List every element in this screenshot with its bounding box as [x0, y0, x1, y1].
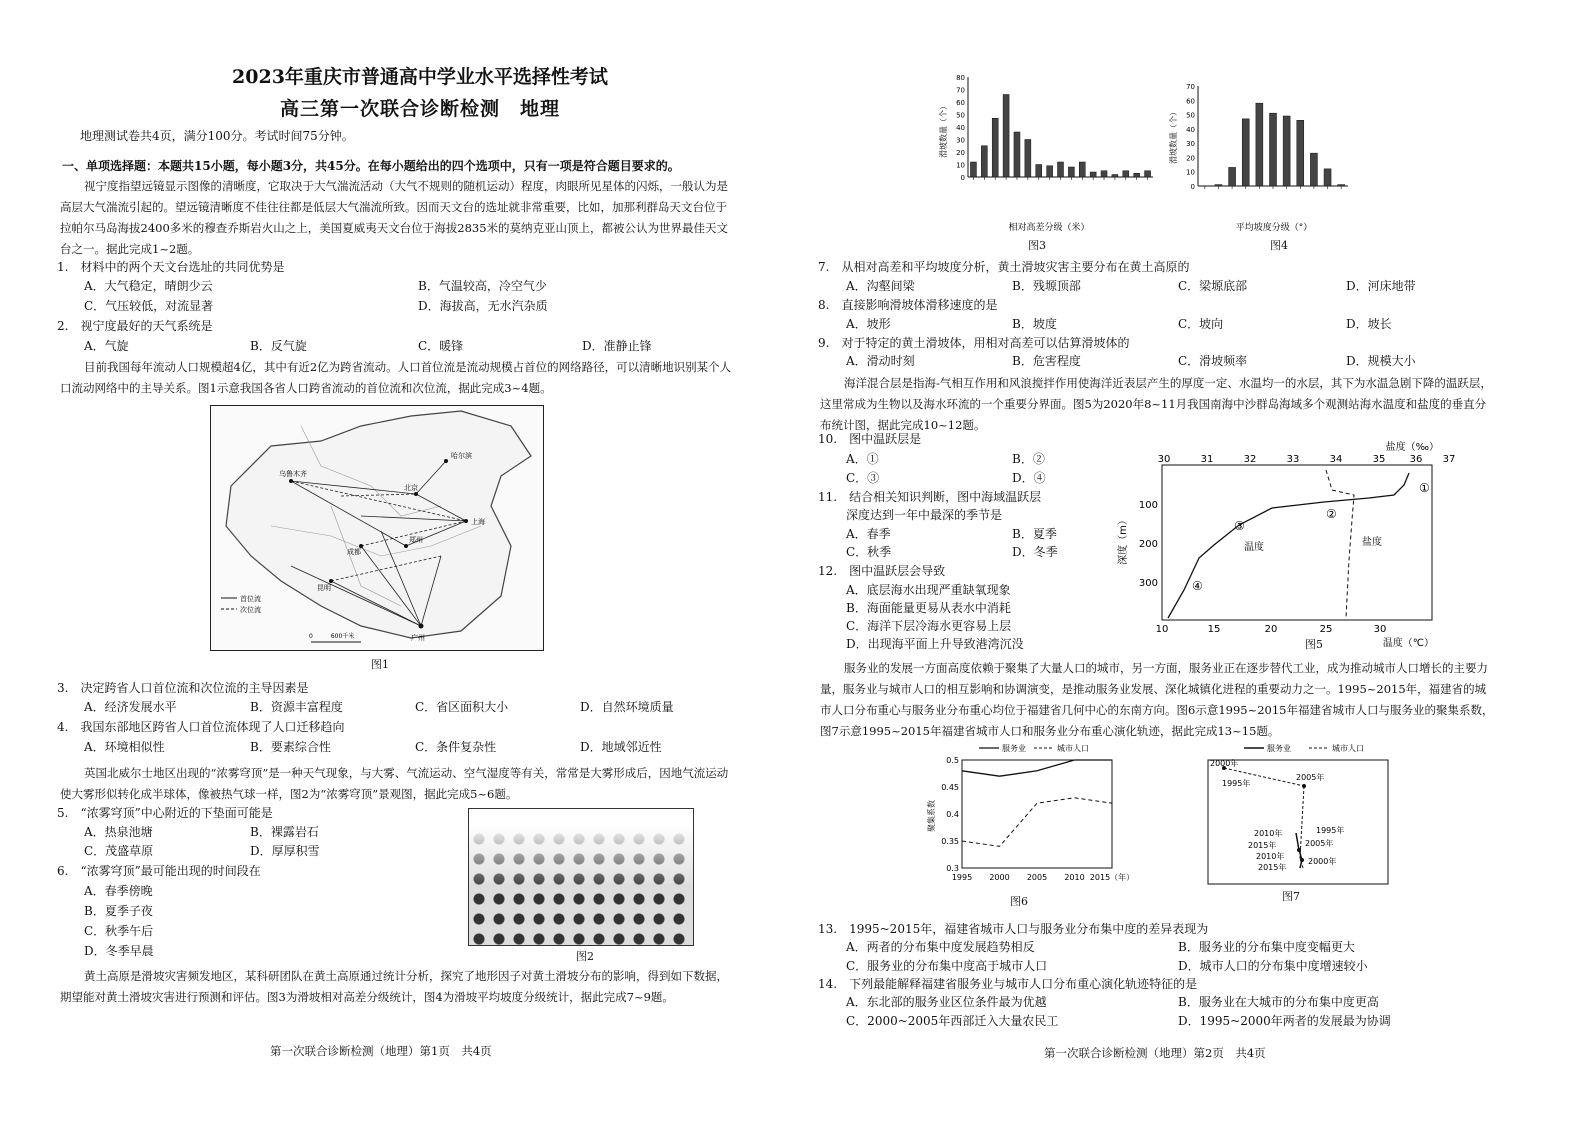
bar: [1134, 173, 1140, 177]
bar: [970, 162, 976, 177]
fog-dome: [469, 809, 693, 884]
q10-option-b[interactable]: B．②: [1012, 452, 1045, 466]
y-tick-label: 70: [1186, 83, 1195, 91]
q5-option-c[interactable]: C．茂盛草原: [84, 844, 154, 858]
q11-option-a[interactable]: A．春季: [846, 527, 891, 541]
q10-option-d[interactable]: D．④: [1012, 471, 1046, 485]
bar: [1090, 172, 1096, 177]
q2-option-a[interactable]: A．气旋: [84, 339, 129, 353]
question-1: 1. 材料中的两个天文台选址的共同优势是: [57, 260, 285, 274]
y-tick-label: 0.5: [946, 756, 959, 765]
exam-title: 2023年重庆市普通高中学业水平选择性考试: [232, 66, 608, 88]
bar: [1014, 132, 1020, 177]
passage-4: 黄土高原是滑坡灾害频发地区，某科研团队在黄土高原通过统计分析，探究了地形因子对黄土滑坡分布的影响，得到如下数据，期望能对黄土滑坡灾害进行预测和评估。图3为滑坡相对高差分级统计，图4为滑坡平均坡度分级统计，据此完成7~9题。: [60, 969, 728, 1004]
q1-option-d[interactable]: D．海拔高，无水汽杂质: [418, 299, 548, 313]
figure-1-map: [210, 405, 544, 651]
bar: [1270, 113, 1277, 186]
x-tick-label: 2010: [1064, 873, 1085, 882]
q5-option-d[interactable]: D．厚厚积雪: [250, 844, 320, 858]
bar: [1025, 140, 1031, 178]
exam-intro: 地理测试卷共4页，满分100分。考试时间75分钟。: [80, 129, 354, 143]
map-label: 北京: [404, 484, 418, 492]
question-4: 4. 我国东部地区跨省人口首位流体现了人口迁移趋向: [57, 720, 345, 734]
q5-option-a[interactable]: A．热泉池塘: [84, 825, 153, 839]
q1-option-c[interactable]: C．气压较低，对流显著: [84, 299, 214, 313]
fig7-label: 2005年: [1296, 773, 1325, 782]
temp-tick: 15: [1207, 624, 1221, 635]
y-tick-label: 40: [1186, 125, 1195, 134]
figure-4-chart: [1164, 68, 1364, 238]
page-2-footer: 第一次联合诊断检测（地理）第2页 共4页: [1044, 1046, 1266, 1060]
fig3-xlabel: 相对高差分级（米）: [1008, 223, 1090, 233]
question-6: 6. “浓雾穹顶”最可能出现的时间段在: [57, 864, 261, 878]
q13-option-b[interactable]: B．服务业的分布集中度变幅更大: [1178, 940, 1355, 954]
map-label: 上海: [471, 518, 485, 526]
y-tick-label: 70: [956, 86, 965, 95]
fig5-temp-label: 温度（℃）: [1382, 638, 1434, 649]
legend-primary: 首位流: [240, 595, 261, 603]
figure-3-caption: 图3: [1028, 239, 1046, 252]
passage-1: 视宁度指望远镜显示图像的清晰度，它取决于大气湍流活动（大气不规则的随机运动）程度，肉眼所见星体的闪烁，一般认为是高层大气湍流引起的。望远镜清晰度不佳往往都是低层大气湍流所致。因而天文台的选址就非常重要，比如，加那利群岛天文台位于拉帕尔马岛海拔2400多米的穆查乔斯岩火山之上，美国夏威夷天文台位于海拔2835米的莫纳克亚山顶上，都被公认为世界最佳天文台之一。据此完成1~2题。: [60, 179, 729, 256]
question-3: 3. 决定跨省人口首位流和次位流的主导因素是: [57, 681, 309, 695]
q7-option-a[interactable]: A．沟壑间梁: [846, 279, 915, 293]
fig7-label: 1995年: [1316, 826, 1345, 835]
question-11-cont: 深度达到一年中最深的季节是: [846, 508, 1003, 522]
figure-6-caption: 图6: [1010, 895, 1028, 908]
y-tick-label: 40: [956, 124, 965, 132]
q10-option-a[interactable]: A．①: [846, 452, 879, 466]
q1-option-b[interactable]: B．气温较高，冷空气少: [418, 279, 547, 293]
question-5: 5. “浓雾穹顶”中心附近的下垫面可能是: [57, 806, 273, 820]
marker-3: ③: [1234, 519, 1245, 533]
fig7-label: 2000年: [1308, 857, 1337, 866]
depth-tick: 200: [1138, 539, 1158, 550]
figure-2-photo: [468, 808, 694, 946]
q4-option-b[interactable]: B．要素综合性: [250, 740, 331, 754]
marker-1: ①: [1419, 481, 1430, 495]
x-tick-label: 2015（年）: [1089, 873, 1135, 882]
figure-5-chart: [1104, 440, 1484, 658]
fig4-ylabel: 滑坡数量（个）: [1169, 108, 1178, 164]
question-7: 7. 从相对高差和平均坡度分析，黄土滑坡灾害主要分布在黄土高原的: [818, 260, 1190, 274]
fig6-ylabel: 聚集系数: [927, 800, 936, 832]
map-label: 广州: [411, 634, 425, 642]
passage-5: 海洋混合层是指海-气相互作用和风浪搅拌作用使海洋近表层产生的厚度一定、水温均一的水层，其下为水温急剧下降的温跃层，这里常成为生物以及海水环流的一个重要分界面。图5为2020年8~11月我国南海中沙群岛海域多个观测站海水温度和盐度的垂直分布统计图，据此完成10~12题。: [820, 376, 1492, 432]
bar: [1256, 103, 1263, 186]
bar: [1112, 175, 1118, 178]
figure-7-caption: 图7: [1282, 890, 1300, 903]
q7-option-c[interactable]: C．梁塬底部: [1178, 279, 1248, 293]
bar: [1215, 185, 1222, 186]
series-line: [962, 798, 1112, 847]
fig7-label: 2010年: [1254, 829, 1283, 838]
sal-tick: 35: [1372, 454, 1386, 465]
q11-option-b[interactable]: B．夏季: [1012, 527, 1057, 541]
q2-option-c[interactable]: C．暖锋: [418, 339, 464, 353]
question-14: 14. 下列最能解释福建省服务业与城市人口分布重心演化轨迹特征的是: [818, 977, 1198, 991]
passage-3: 英国北威尔士地区出现的“浓雾穹顶”是一种天气现象，与大雾、气流运动、空气湿度等有关，常常是大雾形成后，因地气流运动使大雾形似转化成半球体，像被热气球一样，图2为“浓雾穹顶”景观图，据此完成5~6题。: [60, 766, 729, 801]
y-tick-label: 10: [956, 161, 965, 170]
figure-6-chart: [924, 738, 1135, 890]
question-10: 10. 图中温跃层是: [818, 432, 922, 446]
q14-option-a[interactable]: A．东北部的服务业区位条件最为优越: [846, 995, 1047, 1009]
fig4-xlabel: 平均坡度分级（°）: [1235, 223, 1313, 233]
bar: [992, 118, 998, 177]
q2-option-d[interactable]: D．准静止锋: [582, 339, 652, 353]
y-tick-label: 30: [956, 136, 965, 145]
q4-option-c[interactable]: C．条件复杂性: [415, 740, 497, 754]
q7-option-d[interactable]: D．河床地带: [1346, 279, 1416, 293]
q8-option-b[interactable]: B．坡度: [1012, 317, 1057, 331]
marker-4: ④: [1192, 579, 1203, 593]
q10-option-c[interactable]: C．③: [846, 471, 880, 485]
legend-secondary: 次位流: [240, 606, 261, 614]
sal-tick: 30: [1157, 454, 1171, 465]
q12-option-d[interactable]: D．出现海平面上升导致港湾沉没: [846, 637, 1024, 651]
y-tick-label: 0.3: [946, 864, 959, 873]
marker-2: ②: [1326, 507, 1337, 521]
fig7-label: 2015年: [1248, 841, 1277, 850]
fig5-frame: [1162, 465, 1432, 620]
bar: [1324, 169, 1331, 186]
q5-option-b[interactable]: B．裸露岩石: [250, 825, 319, 839]
q3-option-c[interactable]: C．省区面积大小: [415, 700, 509, 714]
figure-4-caption: 图4: [1270, 239, 1288, 252]
q7-option-b[interactable]: B．残塬顶部: [1012, 279, 1081, 293]
depth-tick: 100: [1138, 500, 1158, 511]
figure-3-chart: [934, 62, 1159, 237]
map-label: 郑州: [409, 536, 423, 544]
fig7-label: 2015年: [1258, 863, 1287, 872]
q11-option-d[interactable]: D．冬季: [1012, 545, 1058, 559]
temp-tick: 20: [1264, 624, 1278, 635]
bar: [1297, 120, 1304, 186]
scale-bar: 0 600千米: [309, 633, 355, 640]
fig6-legend-pop: 城市人口: [1057, 744, 1089, 753]
q6-option-a[interactable]: A．春季傍晚: [84, 884, 153, 898]
fig7-label: 1995年: [1222, 779, 1251, 788]
y-tick-label: 0: [1190, 183, 1195, 191]
sal-tick: 34: [1329, 454, 1343, 465]
bar: [1079, 162, 1085, 177]
q1-option-a[interactable]: A．大气稳定，晴朗少云: [84, 279, 213, 293]
bar: [1003, 95, 1009, 178]
q8-option-c[interactable]: C．坡向: [1178, 317, 1224, 331]
fig6-legend-service: 服务业: [1002, 744, 1026, 753]
figure-1-caption: 图1: [371, 658, 389, 671]
bar: [981, 146, 987, 177]
question-2: 2. 视宁度最好的天气系统是: [57, 319, 213, 333]
q9-option-a[interactable]: A．滑动时刻: [846, 354, 915, 368]
q3-option-b[interactable]: B．资源丰富程度: [250, 700, 343, 714]
q3-option-d[interactable]: D．自然环境质量: [580, 700, 674, 714]
q12-option-b[interactable]: B．海面能量更易从表水中消耗: [846, 601, 1011, 615]
bar: [1047, 166, 1053, 177]
passage-2: 目前我国每年流动人口规模超4亿，其中有近2亿为跨省流动。人口首位流是流动规模占首位的网络路径，可以清晰地识别某个人口流动网络中的主导关系。图1示意我国各省人口跨省流动的首位流和次位流，据此完成3~4题。: [60, 360, 732, 395]
q13-option-c[interactable]: C．服务业的分布集中度高于城市人口: [846, 959, 1048, 973]
q8-option-d[interactable]: D．坡长: [1346, 317, 1392, 331]
q14-option-d[interactable]: D．1995~2000年两者的发展最为协调: [1178, 1014, 1391, 1028]
q12-option-a[interactable]: A．底层海水出现严重缺氧现象: [846, 583, 1011, 597]
y-tick-label: 50: [1186, 111, 1195, 120]
q13-option-d[interactable]: D．城市人口的分布集中度增速较小: [1178, 959, 1368, 973]
y-tick-label: 10: [1186, 168, 1195, 177]
y-tick-label: 0.35: [941, 837, 959, 846]
temp-tick: 30: [1373, 624, 1387, 635]
question-11: 11. 结合相关知识判断，图中海域温跃层: [818, 490, 1042, 504]
bar: [1068, 167, 1074, 177]
fig7-legend-pop: 城市人口: [1332, 744, 1364, 753]
sal-tick: 31: [1200, 454, 1214, 465]
fig6-frame: [962, 760, 1112, 868]
q9-option-d[interactable]: D．规模大小: [1346, 354, 1416, 368]
x-tick-label: 1995: [951, 873, 973, 882]
figure-7-chart: [1204, 738, 1394, 888]
sal-tick: 36: [1409, 454, 1423, 465]
page-1-footer: 第一次联合诊断检测（地理）第1页 共4页: [270, 1044, 492, 1058]
map-label: 哈尔滨: [451, 452, 472, 460]
q6-option-c[interactable]: C．秋季午后: [84, 924, 154, 938]
bar: [1058, 162, 1064, 177]
y-tick-label: 30: [1186, 140, 1195, 149]
q6-option-b[interactable]: B．夏季子夜: [84, 904, 153, 918]
temp-tick: 10: [1155, 624, 1169, 635]
fig7-label: 2010年: [1256, 852, 1285, 861]
x-tick-label: 2005: [1026, 873, 1048, 882]
q12-option-c[interactable]: C．海洋下层冷海水更容易上层: [846, 619, 1012, 633]
map-label: 乌鲁木齐: [279, 470, 307, 478]
q6-option-d[interactable]: D．冬季早晨: [84, 944, 154, 958]
q9-option-c[interactable]: C．滑坡频率: [1178, 354, 1248, 368]
sal-tick: 37: [1442, 454, 1456, 465]
q14-option-b[interactable]: B．服务业在大城市的分布集中度更高: [1178, 995, 1379, 1009]
q2-option-b[interactable]: B．反气旋: [250, 339, 307, 353]
fig7-legend-service: 服务业: [1267, 744, 1291, 753]
bar: [1123, 171, 1129, 177]
y-tick-label: 60: [1186, 97, 1195, 106]
section-heading: 一、单项选择题：本题共15小题，每小题3分，共45分。在每小题给出的四个选项中，只有一项是符合题目要求的。: [62, 159, 680, 173]
map-label: 成都: [347, 548, 361, 556]
sal-curve-label: 盐度: [1362, 537, 1382, 548]
y-tick-label: 20: [956, 149, 965, 157]
question-12: 12. 图中温跃层会导致: [818, 564, 946, 578]
salinity-curve: [1326, 470, 1354, 618]
exam-subtitle: 高三第一次联合诊断检测 地理: [279, 98, 560, 120]
fig7-label: 2005年: [1305, 839, 1334, 848]
passage-6: 服务业的发展一方面高度依赖于聚集了大量人口的城市，另一方面，服务业正在逐步替代工业，成为推动城市人口增长的主要力量，服务业与城市人口的相互影响和协调演变，是推动服务业发展、深化城镇化进程的重要动力之一。1995~2015年，福建省的城市人口分布重心与服务业分布重心均位于福建省几何中心的东南方向。图6示意1995~2015年福建省城市人口与服务业的聚集系数，图7示意1995~2015年福建省城市人口和服务业分布重心演化轨迹，据此完成13~15题。: [820, 661, 1494, 738]
x-tick-label: 2000: [989, 873, 1010, 882]
fig5-depth-label: 深度（m）: [1118, 515, 1129, 565]
temp-curve-label: 温度: [1244, 542, 1264, 553]
q4-option-d[interactable]: D．地域邻近性: [580, 740, 662, 754]
q4-option-a[interactable]: A．环境相似性: [84, 740, 165, 754]
q14-option-c[interactable]: C．2000~2005年西部迁入大量农民工: [846, 1014, 1059, 1028]
sal-tick: 33: [1286, 454, 1300, 465]
bar: [1229, 167, 1236, 186]
y-tick-label: 60: [956, 99, 965, 107]
figure-2-caption: 图2: [576, 950, 594, 963]
q11-option-c[interactable]: C．秋季: [846, 545, 892, 559]
bar: [1101, 171, 1107, 177]
q3-option-a[interactable]: A．经济发展水平: [84, 700, 177, 714]
china-flow-map: [211, 406, 543, 650]
bar: [1242, 119, 1249, 186]
question-8: 8. 直接影响滑坡体滑移速度的是: [818, 298, 998, 312]
temp-tick: 25: [1319, 624, 1333, 635]
q13-option-a[interactable]: A．两者的分布集中度发展趋势相反: [846, 940, 1035, 954]
map-label: 昆明: [317, 584, 331, 592]
bar: [1310, 153, 1317, 186]
sal-tick: 32: [1243, 454, 1257, 465]
q8-option-a[interactable]: A．坡形: [846, 317, 891, 331]
bar: [1036, 165, 1042, 178]
y-tick-label: 80: [956, 74, 965, 82]
question-13: 13. 1995~2015年，福建省城市人口与服务业分布集中度的差异表现为: [818, 922, 1209, 936]
page-2: [794, 0, 1588, 1123]
series-line: [962, 760, 1112, 776]
y-tick-label: 20: [1186, 154, 1195, 163]
bar: [1145, 171, 1151, 177]
y-tick-label: 0.45: [941, 783, 959, 792]
fig7-label: 2000年: [1210, 759, 1239, 768]
y-tick-label: 50: [956, 111, 965, 120]
fig5-salinity-label: 盐度（‰）: [1385, 442, 1439, 453]
y-tick-label: 0: [960, 174, 965, 182]
question-9: 9. 对于特定的黄土滑坡体，用相对高差可以估算滑坡体的: [818, 336, 1130, 350]
y-tick-label: 0.4: [946, 810, 959, 819]
bar: [1338, 185, 1345, 186]
bar: [1283, 116, 1290, 186]
depth-tick: 300: [1138, 578, 1158, 589]
figure-5-caption: 图5: [1305, 638, 1323, 651]
q9-option-b[interactable]: B．危害程度: [1012, 354, 1081, 368]
fig3-ylabel: 滑坡数量（个）: [939, 102, 948, 158]
